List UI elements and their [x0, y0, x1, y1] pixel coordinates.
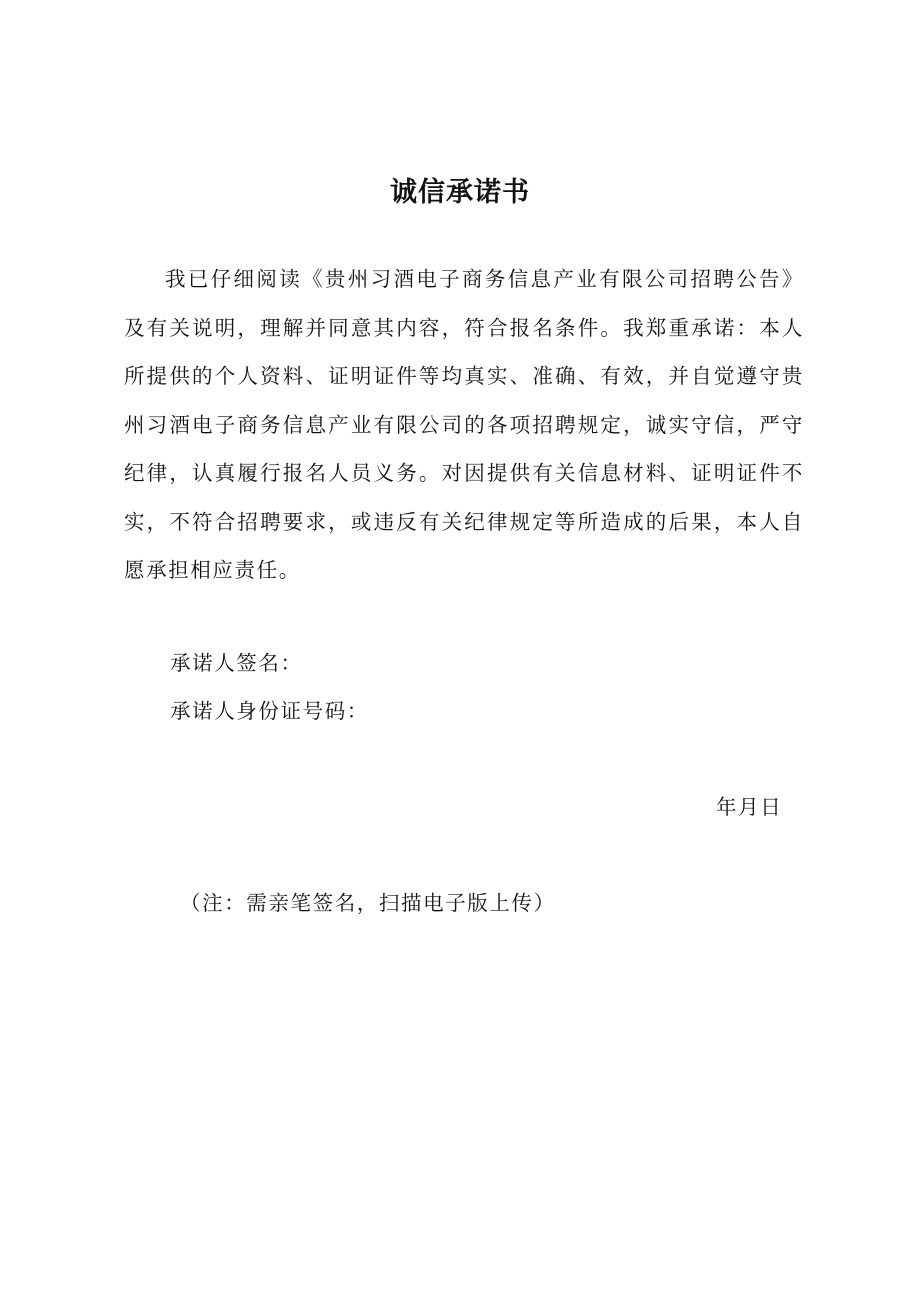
- date-label: 年月日: [716, 795, 783, 819]
- pledge-body-paragraph: 我已仔细阅读《贵州习酒电子商务信息产业有限公司招聘公告》及有关说明，理解并同意其内容，符合报名条件。我郑重承诺：本人所提供的个人资料、证明证件等均真实、准确、有效，并自觉遵守贵州习酒电子商务信息产业有限公司的各项招聘规定，诚实守信，严守纪律，认真履行报名人员义务。对因提供有关信息材料、证明证件不实，不符合招聘要求，或违反有关纪律规定等所造成的后果，本人自愿承担相应责任。: [124, 267, 804, 582]
- signature-label: 承诺人签名：: [170, 651, 303, 675]
- document-title: 诚信承诺书: [390, 177, 530, 208]
- signature-note: （注：需亲笔签名，扫描电子版上传）: [180, 891, 556, 915]
- id-number-label: 承诺人身份证号码：: [170, 699, 369, 723]
